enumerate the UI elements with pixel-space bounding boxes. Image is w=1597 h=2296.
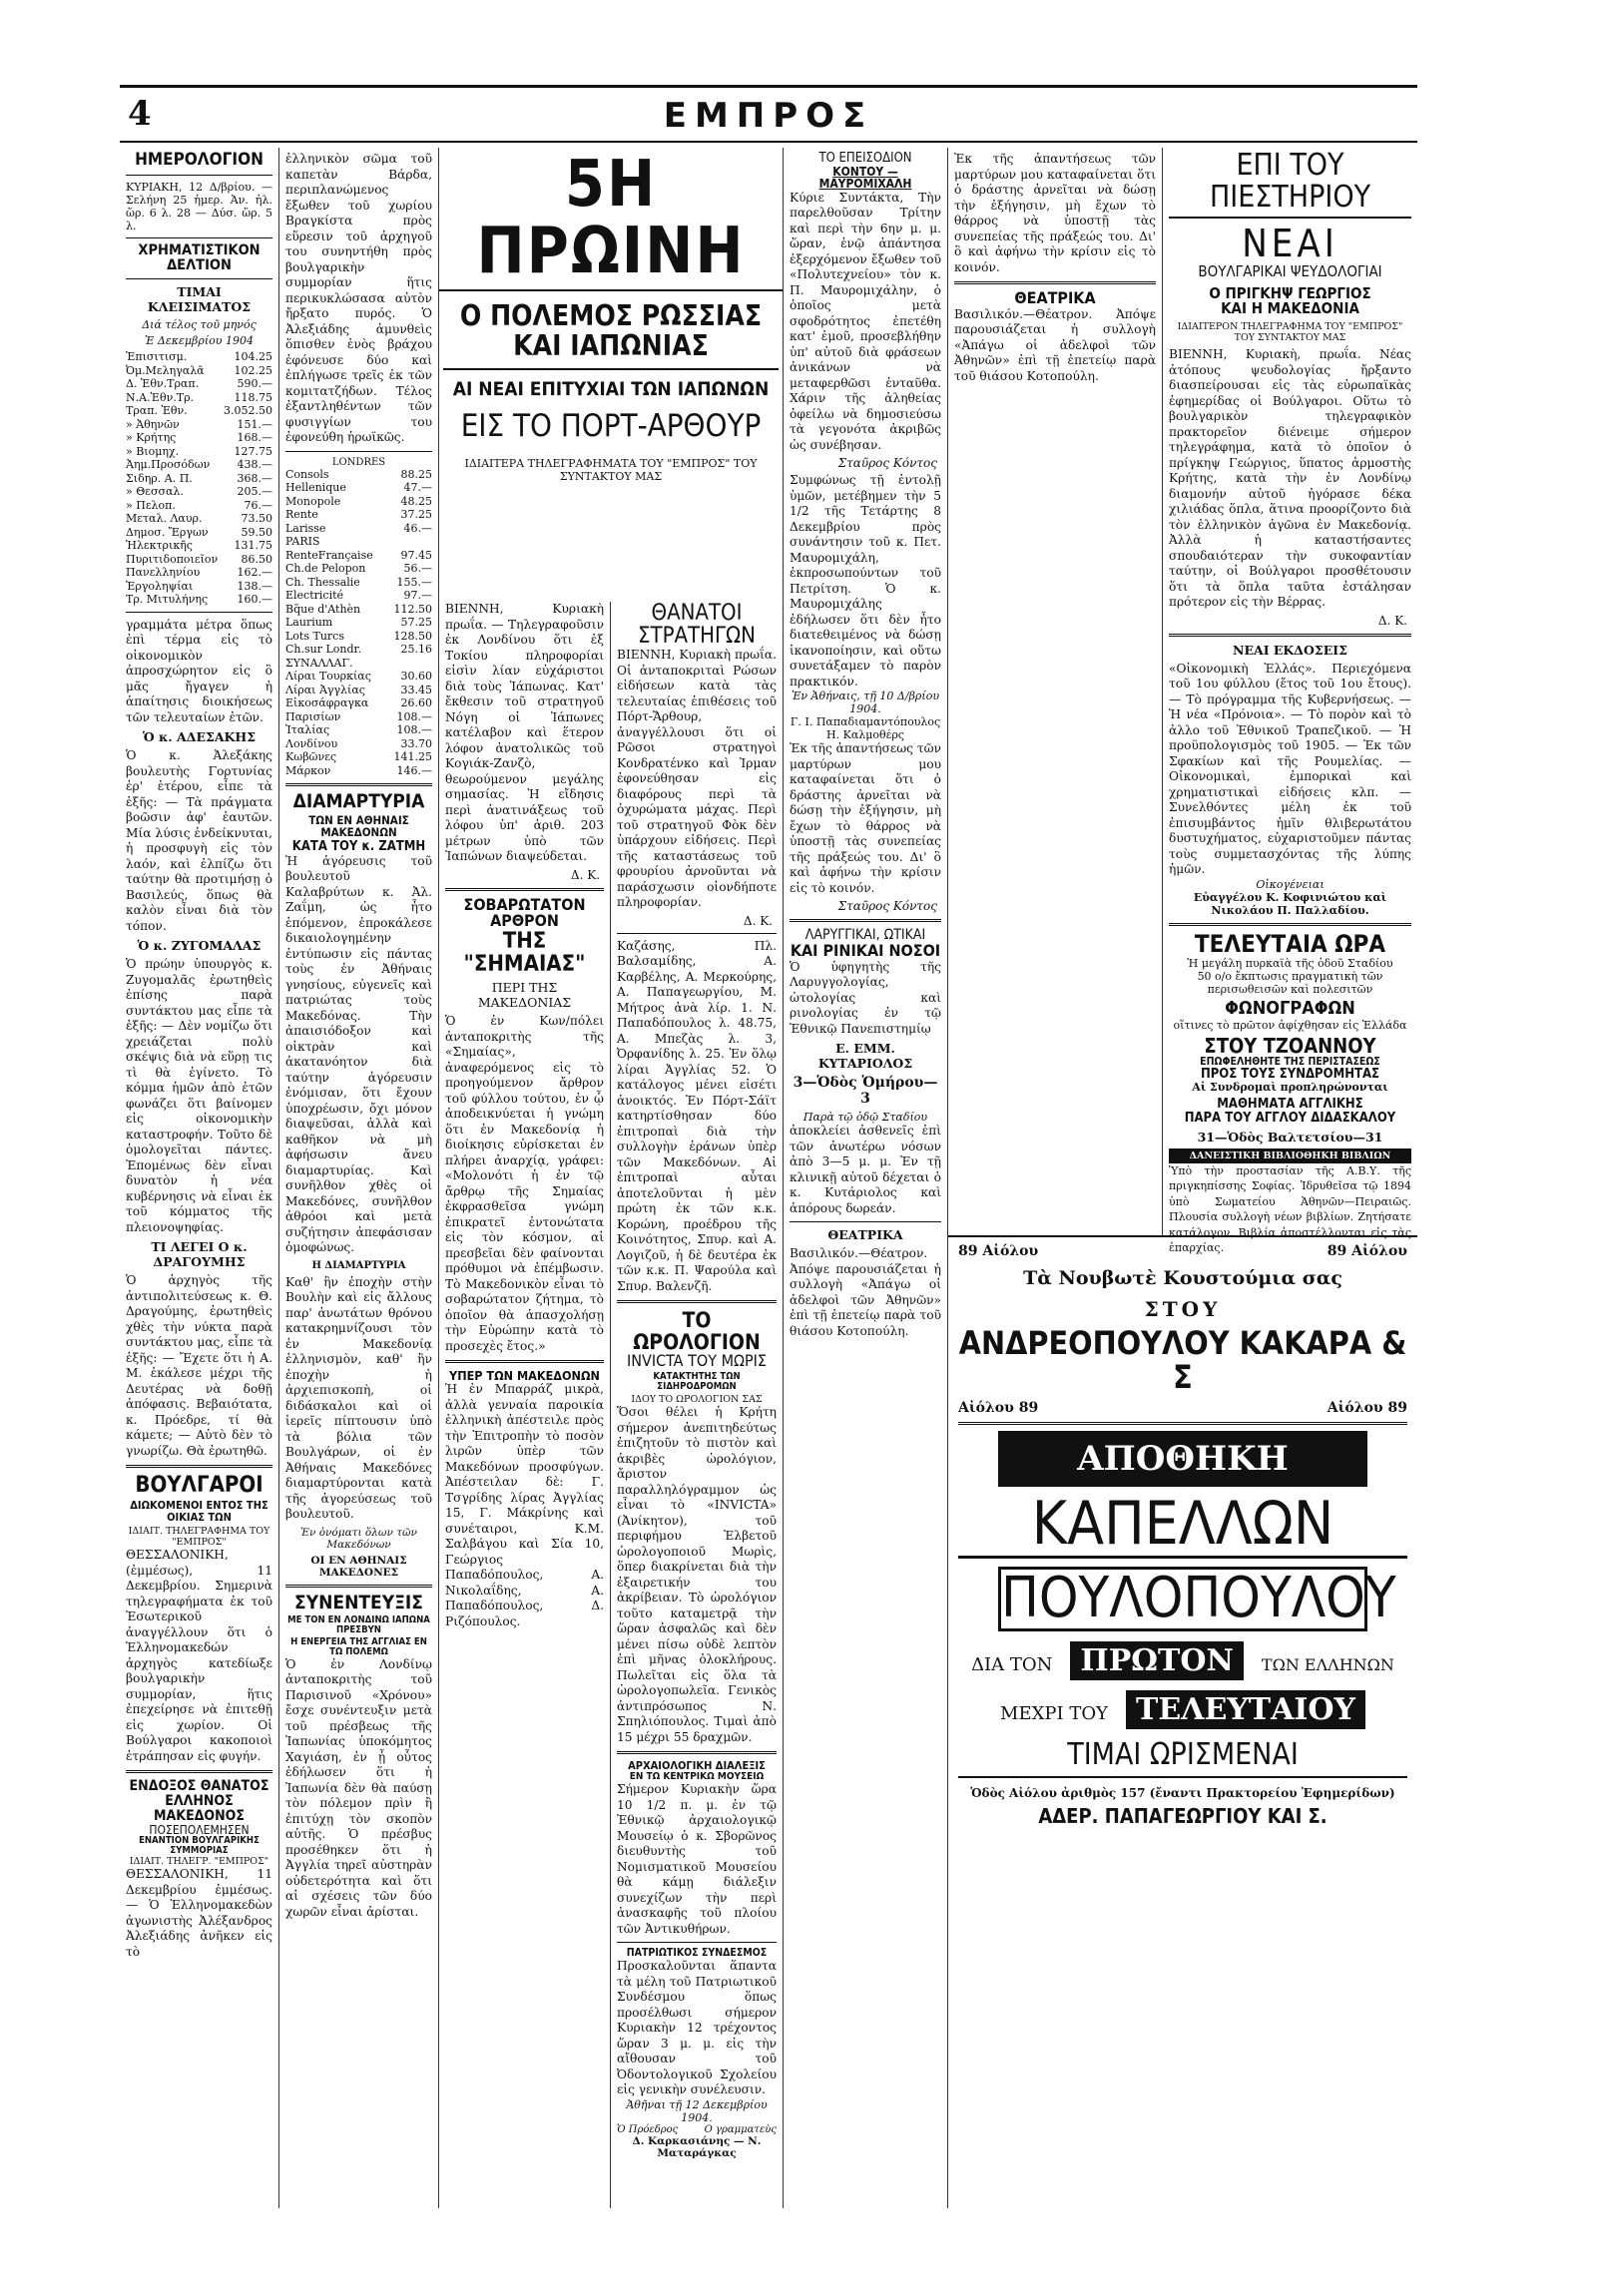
heading-makedones: ΟΙ ΕΝ ΑΘΗΝΑΙΣ ΜΑΚΕΔΟΝΕΣ xyxy=(310,1554,407,1579)
column-2 xyxy=(279,148,439,2208)
doctor-text: Ὁ ὑφηγητὴς τῆς Λαρυγγολογίας, ὠτολογίας καὶ ρινολογίας ἐν τῷ Ἐθνικῷ Πανεπιστημίῳ xyxy=(790,959,941,1036)
price-value: 76.— xyxy=(244,498,272,512)
price-value: 33.70 xyxy=(400,736,432,750)
adesakis-text: Ὁ κ. Ἀλεξάκης βουλευτὴς Γορτυνίας ἐρ' ἑτέρου, εἶπε τὰ ἑξῆς: — Τὰ πράγματα βοῶσιν ἀφ' ἑαυτῶν. Μία λύσις ἐνδείκνυται, ἡ προσφυγὴ εἰς τὸν λαόν, καὶ ἐλπίζω ὅτι ταύτην θὰ προτιμήσῃ ὁ Βασιλεύς, ὅπως θὰ καλὸν εἶναι διὰ τὸν τόπον. xyxy=(126,748,272,933)
price-row xyxy=(285,696,432,710)
heading-nea-src: ΙΔΙΑΙΤΕΡΟΝ ΤΗΛΕΓΡΑΦΗΜΑ ΤΟΥ "ΕΜΠΡΟΣ" ΤΟΥ ΣΥΝΤΑΚΤΟΥ ΜΑΣ xyxy=(1177,321,1403,344)
ad-aiolou-4: Αἰόλου 89 xyxy=(1327,1400,1407,1417)
price-label: Consols xyxy=(285,467,329,481)
heading-clock-2: INVICTA ΤΟΥ ΜΩΡΙΣ xyxy=(626,1351,768,1371)
intro-text: ἑλληνικὸν σῶμα τοῦ καπετὰν Βάρδα, περιπλανώμενος ἔξωθεν τοῦ χωρίου Βραγκίστα πρὸς εὕρεσιν τοῦ ἀρχηγοῦ του συνηντήθη πρὸς βουλγαρικὴν συμμορίαν ἥτις περικυκλώσασα αὐτὸν ἤρξατο πυρός. Ὁ Ἀλεξιάδης ἀμυνθεὶς ὅπισθεν ἑνὸς βράχου ἐφόνευσε δύο καὶ ἐπλήγωσε τρεῖς ἐκ τῶν κομιτατζήδων. Τέλος ἐξαντληθέντων τῶν φυσιγγίων του ἐφονεύθη ἡρωϊκῶς. xyxy=(285,152,432,444)
ad-suits: Τὰ Νουβωτὲ Κουστούμια σας xyxy=(1023,1267,1342,1289)
price-value: 33.45 xyxy=(400,683,432,696)
price-label: Ἡλεκτρικῆς xyxy=(126,539,193,553)
heading-nea-4: ΚΑΙ Η ΜΑΚΕΔΟΝΙΑ xyxy=(1221,299,1359,318)
ekdoseis-names: Εὐαγγέλου Κ. Κοφινιώτου καὶ Νικολάου Π. Παλλαδίου. xyxy=(1193,890,1387,917)
heading-tzoannou: ΣΤΟΥ ΤΖΟΑΝΝΟΥ xyxy=(1204,1033,1376,1058)
price-value: 108.— xyxy=(396,709,432,723)
price-value: 108.— xyxy=(396,723,432,736)
price-label: Ch. Thessalie xyxy=(285,575,360,589)
heading-tzoannou-3: ΠΡΟΣ ΤΟΥΣ ΣΥΝΔΡΟΜΗΤΑΣ xyxy=(1200,1066,1380,1082)
price-label: Πανελληνίου xyxy=(126,566,201,580)
price-row xyxy=(285,750,432,764)
heading-lecture: ΑΡΧΑΙΟΛΟΓΙΚΗ ΔΙΑΛΕΞΙΣ xyxy=(628,1759,766,1773)
price-table-left xyxy=(126,350,272,607)
price-label: Ἀημ.Προσόδων xyxy=(126,458,211,472)
price-row xyxy=(126,431,272,445)
price-label: Μεταλ. Λαυρ. xyxy=(126,512,203,526)
incident-signature: Σταῦρος Κόντος xyxy=(837,456,937,471)
heading-diamartyria: ΔΙΑΜΑΡΤΥΡΙΑ xyxy=(292,790,425,812)
ad-pouloulos: ΠΟΥΛΟΠΟΥΛΟΥ xyxy=(998,1567,1367,1631)
incident-signature-2: Σταῦρος Κόντος xyxy=(837,899,937,914)
heading-english-2: ΠΑΡΑ ΤΟΥ ΑΓΓΛΟΥ ΔΙΔΑΣΚΑΛΟΥ xyxy=(1184,1111,1396,1127)
heading-phono: ΦΩΝΟΓΡΑΦΩΝ xyxy=(1225,997,1355,1019)
price-row xyxy=(126,553,272,567)
heading-death-gen: ΘΑΝΑΤΟΙ xyxy=(651,601,743,626)
banner-heading: 5Η ΠΡΩΙΝΗ xyxy=(439,152,783,291)
semaia-text: Ὁ ἐν Κων/πόλει ἀνταποκριτὴς τῆς «Σημαίας», ἀναφερόμενος εἰς τὸ προηγούμενον ἄρθρον τοῦ φύλλου τούτου, ἐν ᾧ ἀποδεικνύεται ἡ γνώμη ὅτι ἐν Μακεδονίᾳ ἡ διοίκησις εὑρίσκεται ἐν πλήρει ἀναρχίᾳ, γράφει: «Μολονότι ἡ ἐν τῷ ἄρθρῳ τῆς Σημαίας ἐκφρασθεῖσα γνώμη ἐπικρατεῖ ἐντονώτατα εἰς τὸν κόσμον, αἱ πρεσβεῖαι δὲν φαίνονται πρόθυμοι νὰ ἐπέμβωσιν. Τὸ Μακεδονικὸν εἶναι τὸ σοβαρώτατον ζήτημα, τὸ ὁποῖον θὰ ἀπασχολήσῃ τὴν Εὐρώπην κατὰ τὸ προσεχὲς ἔτος.» xyxy=(445,1014,604,1353)
last-text: Ἡ μεγάλη πυρκαϊὰ τῆς ὁδοῦ Σταδίου xyxy=(1187,956,1393,970)
price-row xyxy=(126,526,272,540)
ad-aiolou-2: 89 Αἰόλου xyxy=(1327,1243,1407,1259)
heading-clock-3: ΚΑΤΑΚΤΗΤΗΣ ΤΩΝ ΣΙΔΗΡΟΔΡΟΜΩΝ xyxy=(653,1371,741,1393)
heading-synenteuxis-2: ΜΕ ΤΟΝ ΕΝ ΛΟΝΔΙΝΩ ΙΑΠΩΝΑ ΠΡΕΣΒΥΝ xyxy=(287,1613,430,1635)
heading-ekdoseis: ΝΕΑΙ ΕΚΔΟΣΕΙΣ xyxy=(1233,642,1347,658)
ad-depot-text-5: ΤΕΛΕΥΤΑΙΟΥ xyxy=(1126,1690,1365,1729)
column-3b xyxy=(611,602,784,2208)
heading-adesakis: Ὁ κ. ΑΔΕΣΑΚΗΣ xyxy=(142,729,257,745)
diamartyria-text: Ἡ ἀγόρευσις τοῦ βουλευτοῦ Καλαβρύτων κ. Ἀλ. Ζαΐμη, ὡς ἦτο ἑπόμενον, ἐπροκάλεσε δικαιολογημένην ἐντύπωσιν εἰς πάντας τοὺς ἐν Ἀθήναις γνησίους, εὐγενεῖς καὶ πατριώτας τοὺς Μακεδόνας. Τὴν ἀπαισιόδοξον καὶ οἰκτρὰν καὶ ἀκατανόητον διὰ ταύτην ἀγόρευσιν ἐνόμισαν, ὅτι ἔχουν ὑποχρέωσιν, ὄχι μόνον διαψεῦσαι, ἀλλὰ καὶ καθῆκον νὰ μὴ ἀφήσωσιν ἄνευ διαμαρτυρίας. Καὶ συνῆλθον χθὲς οἱ Μακεδόνες, συνῆλθον ἀθρόοι καὶ μετὰ συζήτησιν ἀπεφάσισαν ὁμοφώνως. xyxy=(285,853,432,1255)
death-gen-text: ΒΙΕΝΝΗ, Κυριακὴ πρωΐα. Οἱ ἀνταποκριταὶ Ρώσων εἰδήσεων κατὰ τὰς τελευταίας ἐπιθέσεις τοῦ Πόρτ-Ἄρθουρ, ἀναγγέλλουσι ὅτι οἱ Ρῶσοι στρατηγοὶ Κονδρατένκο καὶ Ἰρμαν ἐφονεύθησαν εἰς διαφόρους περὶ τὰ ὀχυρώματα μάχας. Περὶ τοῦ στρατηγοῦ Φὸκ δὲν ὑπάρχουν εἰδήσεις. Περὶ τῆς καταστάσεως τοῦ φρουρίου ἀρνοῦνται νὰ παράσχωσιν οἱονδήποτε πληροφορίαν. xyxy=(617,648,777,910)
price-row xyxy=(126,350,272,364)
price-value: 151.— xyxy=(237,417,272,431)
price-row xyxy=(126,499,272,513)
price-label: Δημοσ. Ἔργων xyxy=(126,525,209,539)
heading-death-4: ΕΝΑΝΤΙΟΝ ΒΟΥΛΓΑΡΙΚΗΣ ΣΥΜΜΟΡΙΑΣ xyxy=(139,1835,260,1857)
heading-hyper: ΥΠΕΡ ΤΩΝ ΜΑΚΕΔΟΝΩΝ xyxy=(449,1368,600,1384)
price-label: Λίραι Ἀγγλίας xyxy=(285,683,365,696)
column-4 xyxy=(784,148,948,2208)
war-text: ΒΙΕΝΝΗ, Κυριακὴ πρωΐα. — Τηλεγραφοῦσιν ἐκ Λονδίνου ὅτι ἐξ Τοκίου πληροφορίαι εἰσὶν λίαν εὐχάριστοι διὰ τοὺς Ἰάπωνας. Κατ' ἔκθεσιν τοῦ στρατηγοῦ Νόγη οἱ Ἰάπωνες κατέλαβον καὶ ἕτερον λόφον ἀνατολικῶς τοῦ Κογιάκ-Ζανζὸ, θεωρούμενον μεγάλης σημασίας. Ἡ εἴδησις περὶ ἀνατινάξεως τοῦ λόφου ὑπ' ἀριθ. 203 μέτρων ὑπὸ τῶν Ἰαπώνων διαψεύδεται. xyxy=(445,602,604,863)
price-value: 127.75 xyxy=(234,444,272,458)
price-value: 205.— xyxy=(237,485,272,499)
death-text: ΘΕΣΣΑΛΟΝΙΚΗ, 11 Δεκεμβρίου ἐμμέσως. — Ὁ Ἑλληνομακεδὼν ἀγωνιστὴς Ἀλέξανδρος Ἀλεξιάδης ἀνῆκεν εἰς τὸ xyxy=(126,1867,272,1959)
heading-death-3: ΠΟΣΕΠΟΛΕΜΗΣΕΝ xyxy=(149,1822,250,1837)
price-row xyxy=(126,566,272,580)
heading-synenteuxis: ΣΥΝΕΝΤΕΥΞΙΣ xyxy=(294,1591,423,1613)
price-label: Μάρκον xyxy=(285,763,331,777)
heading-death-gen-2: ΣΤΡΑΤΗΓΩΝ xyxy=(638,624,756,650)
price-label: » Ἀθηνῶν xyxy=(126,417,180,431)
prices-date: Ἐ Δεκεμβρίου 1904 xyxy=(145,334,254,348)
ekdoseis-text: «Οἰκονομικὴ Ἑλλάς». Περιεχόμενα τοῦ 1ου φύλλου (ἔτος τοῦ 1ου ἔτους). — Τὸ πρόγραμμα τῆς Κυβερνήσεως. — Ἡ νέα «Πρόνοια». — Τὸ πορὸν καὶ τὸ ἀλλο τοῦ Ἐθνικοῦ Τραπεζικοῦ. — Ἡ προϋπολογισμὸς τοῦ 1905. — Ἐκ τῶν Σφακίων καὶ τῆς Ρουμελίας. — Οἰκονομικαὶ, ἐμπορικαὶ καὶ χρηματιστικαὶ εἰδήσεις κλπ. — Συνελθόντες μέλη ἐκ τοῦ ἐπισυμβάντος ἡμῖν θλιβερωτάτου δυστυχήματος, εὐχαριστοῦμεν πάντας τοὺς συμμετασχόντας τῆς λύπης ἡμῶν. xyxy=(1169,661,1411,877)
heading-clock: ΤΟ ΩΡΟΛΟΓΙΟΝ xyxy=(633,1308,761,1355)
price-row xyxy=(126,539,272,553)
heading-patriot: ΠΑΤΡΙΩΤΙΚΟΣ ΣΥΝΔΕΣΜΟΣ xyxy=(626,1947,768,1960)
price-row xyxy=(126,593,272,607)
patriot-names: Δ. Καρκασιάνης — Ν. Ματαράγκας xyxy=(632,2134,762,2159)
incident-signer-1: Γ. Ι. Παπαδιαμαντόπουλος xyxy=(790,715,941,729)
death-gen-signature: Δ. Κ. xyxy=(743,913,773,928)
price-value: 155.— xyxy=(396,575,432,589)
price-label: ΣΥΝΑΛΛΑΓ. xyxy=(285,656,353,670)
heading-semaia: ΣΟΒΑΡΩΤΑΤΟΝ ΑΡΘΡΟΝ xyxy=(463,894,586,931)
ekdoseis-family: Οἰκογένειαι xyxy=(1256,877,1325,891)
heading-boulgaroi-sub: ΔΙΩΚΟΜΕΝΟΙ ΕΝΤΟΣ ΤΗΣ ΟΙΚΙΑΣ ΤΩΝ xyxy=(130,1499,268,1524)
heading-last: ΤΕΛΕΥΤΑΙΑ ΩΡΑ xyxy=(1194,929,1386,958)
price-row xyxy=(285,710,432,724)
price-row xyxy=(285,630,432,644)
price-value: 30.60 xyxy=(400,670,432,683)
ad-depot-text-3: ΤΩΝ ΕΛΛΗΝΩΝ xyxy=(1261,1654,1394,1674)
heading-pesterior: ΕΠΙ ΤΟΥ ΠΙΕΣΤΗΡΙΟΥ xyxy=(1169,150,1411,219)
price-value: 160.— xyxy=(237,593,272,607)
price-row xyxy=(285,616,432,630)
heading-diamartyria-3: ΚΑΤΑ ΤΟΥ κ. ΖΑΤΜΗ xyxy=(291,839,426,855)
price-label: Τρ. Μιτυλήνης xyxy=(126,593,209,607)
price-value: 97.45 xyxy=(400,548,432,562)
price-row xyxy=(285,657,432,671)
price-value: 46.— xyxy=(403,521,432,535)
ad-depot-text-2: ΠΡΩΤΟΝ xyxy=(1070,1641,1243,1680)
price-row xyxy=(126,404,272,418)
price-value: 57.25 xyxy=(400,616,432,629)
newspaper-title: ΕΜΠΡΟΣ xyxy=(663,96,874,136)
price-label: » Βιομηχ. xyxy=(126,444,180,458)
heading-incident-2: ΚΟΝΤΟΥ — ΜΑΥΡΟΜΙΧΑΛΗ xyxy=(818,164,912,192)
calendar-title: ΗΜΕΡΟΛΟΓΙΟΝ xyxy=(135,150,264,170)
price-value: 73.50 xyxy=(241,512,272,526)
incident-text-3: Ἐκ τῆς ἀπαντήσεως τῶν μαρτύρων μου καταφαίνεται ὅτι ὁ δράστης ἀρνεῖται νὰ δώσῃ τὴν ἐξήγησιν, μὴ ἔχων τὸ θάρρος νὰ ὑποστῇ τὰς συνεπείας τῆς πράξεώς του. Δι' ὃ καὶ ἀφήνω τὴν κρίσιν εἰς τὸ κοινόν. xyxy=(790,741,941,895)
patriot-date: Ἀθῆναι τῇ 12 Δεκεμβρίου 1904. xyxy=(626,2097,768,2124)
price-label: Εἰκοσάφραγκα xyxy=(285,696,369,709)
heading-semaia-2: ΤΗΣ "ΣΗΜΑΙΑΣ" xyxy=(463,929,586,978)
price-label: Monopole xyxy=(285,494,341,508)
incident-text: Κύριε Συντάκτα, Τὴν παρελθοῦσαν Τρίτην καὶ περὶ τὴν 6ην μ. μ. ὥραν, ἐνῷ ἀπάντησα ἐξερχόμενον ἔξωθεν τοῦ «Πολυτεχνείου» τὸν κ. Π. Μαυρομιχάλην, ὁ ὁποῖος μετὰ σφοδρότητος ἐπετέθη κατ' ἐμοῦ, προσεβλήθην ὑπ' αὐτοῦ διὰ φράσεων ἀνικάνων νὰ μεταφερθῶσι ἐνταῦθα. Χάριν τῆς ἀληθείας ὀφείλω νὰ δημοσιεύσω τὰ γεγονότα ἀκριβῶς ὡς συνέβησαν. xyxy=(790,190,941,452)
price-row xyxy=(285,737,432,751)
heading-english: ΜΑΘΗΜΑΤΑ ΑΓΓΛΙΚΗΣ xyxy=(1217,1097,1363,1113)
price-label: Λίραι Τουρκίας xyxy=(285,670,371,683)
price-value: 88.25 xyxy=(400,467,432,481)
war-signature: Δ. Κ. xyxy=(570,867,600,882)
price-row xyxy=(126,485,272,499)
column-3-top xyxy=(439,148,784,602)
continuation-col: Ἐκ τῆς ἀπαντήσεως τῶν μαρτύρων μου καταφαίνεται ὅτι ὁ δράστης ἀρνεῖται νὰ δώσῃ τὴν ἐξήγησιν, μὴ ἔχων τὸ θάρρος νὰ ὑποστῇ τὰς συνεπείας τῆς πράξεώς του. Δι' ὃ καὶ ἀφήνω τὴν κρίσιν εἰς τὸ κοινόν. xyxy=(954,152,1156,274)
price-value: 590.— xyxy=(237,377,272,391)
price-value: 26.60 xyxy=(400,696,432,709)
price-row xyxy=(285,535,432,549)
price-label: Ἰταλίας xyxy=(285,723,330,736)
price-label: Electricité xyxy=(285,589,344,602)
heading-nea: ΝΕΑΙ xyxy=(1242,222,1338,265)
incident-text-2: Συμφώνως τῇ ἐντολῇ ὑμῶν, μετέβημεν τὴν 5 1/2 τῆς Τετάρτης 8 Δεκεμβρίου πρὸς συνάντησιν τοῦ κ. Πετ. Μαυρομιχάλη, ἐκπροσωπούντων τοῦ Πετρίτση. Ὁ κ. Μαυρομιχάλης ἐδήλωσεν ὅτι δὲν ἦτο διατεθειμένος νὰ δώσῃ ἱκανοποίησιν, καὶ οὕτω συνετάξαμεν τὸ παρὸν πρακτικόν. xyxy=(790,473,941,689)
price-value: 138.— xyxy=(237,579,272,593)
tzoannou-text: Αἱ Συνδρομαὶ προπληρώνονται xyxy=(1192,1081,1388,1095)
price-label: » Πελοπ. xyxy=(126,498,176,512)
hyper-text: Ἡ ἐν Μπαρράζ μικρὰ, ἀλλὰ γενναία παροικία ἑλληνικὴ ἀπέστειλε πρὸς τὴν Ἐπιτροπὴν τὸ ποσὸν λιρῶν ὑπὲρ τῶν Μακεδόνων προσφύγων. Ἀπέστειλαν δὲ: Γ. Τσγρίδης λίρας Ἀγγλίας 15, Γ. Μάκρίνης καὶ συνέταιροι, Κ.Μ. Σαλβάγου καὶ Σία 10, Γεώργιος Παπαδόπουλος, Α. Νικολαΐδης, Α. Παπαδόπουλος, Δ. Ριζόπουλος. xyxy=(445,1382,604,1628)
price-table-right xyxy=(285,468,432,778)
protest-signature: Ἐν ὀνόματι ὅλων τῶν Μακεδόνων xyxy=(300,1526,417,1551)
ad-aiolou-3: Αἰόλου 89 xyxy=(958,1400,1039,1417)
library-text: Ὑπὸ τὴν προστασίαν τῆς Α.Β.Υ. τῆς πριγκηπίσσης Σοφίας. Ἱδρυθεῖσα τῷ 1894 ὑπὸ Σωματείου Ἀθηνῶν—Πειραιῶς. Πλουσία συλλογὴ νέων βιβλίων. Ζητήσατε κατάλογον. Βιβλία ἀποστέλλονται εἰς τὰς ἐπαρχίας. xyxy=(1169,1163,1411,1255)
price-label: Ὀμ.Μεληγαλᾶ xyxy=(126,363,205,377)
heading-nea-3: Ο ΠΡΙΓΚΗΨ ΓΕΩΡΓΙΟΣ xyxy=(1209,283,1371,302)
price-value: 3.052.50 xyxy=(224,404,272,418)
price-value: 104.25 xyxy=(234,350,272,364)
patriot-sig-2: Ο γραμματεὺς xyxy=(704,2123,777,2135)
lecture-text: Σήμερον Κυριακὴν ὥρα 10 1/2 π. μ. ἐν τῷ Ἐθνικῷ ἀρχαιολογικῷ Μουσείῳ ὁ κ. Σβορῶνος διευθυντὴς τοῦ Νομισματικοῦ Μουσείου θὰ κάμῃ διάλεξιν συνεχίζων τὴν περὶ ἀνασκαφῆς τοῦ πλοίου τῶν Ἀντικυθήρων. xyxy=(617,1782,777,1936)
heading-zygomalas: Ὁ κ. ΖΥΓΟΜΑΛΑΣ xyxy=(137,938,262,954)
price-label: Σιδηρ. Α. Π. xyxy=(126,471,193,485)
incident-signer-2: Η. Καλμοθέρς xyxy=(826,728,904,742)
price-value: 368.— xyxy=(237,471,272,485)
heading-war: Ο ΠΟΛΕΜΟΣ ΡΩΣΣΙΑΣ ΚΑΙ ΙΑΠΩΝΙΑΣ xyxy=(443,301,779,370)
price-row xyxy=(285,576,432,590)
ad-aiolou-1: 89 Αἰόλου xyxy=(958,1243,1039,1259)
heading-theater-repeat: ΘΕΑΤΡΙΚΑ xyxy=(1014,288,1096,307)
price-label: Πυριτιδοποιεῖον xyxy=(126,552,219,566)
price-label: Ch.de Pelopon xyxy=(285,562,366,575)
price-value: 438.— xyxy=(237,458,272,472)
prices-title: ΤΙΜΑΙ ΚΛΕΙΣΙΜΑΤΟΣ xyxy=(147,284,252,315)
price-row xyxy=(285,603,432,617)
page-number: 4 xyxy=(128,94,152,134)
ad-depot-text-4: ΜΕΧΡΙ ΤΟΥ xyxy=(1000,1702,1109,1724)
price-row xyxy=(285,468,432,482)
article-text: γραμμάτα μέτρα ὅπως ἐπὶ τέρμα εἰς τὸ οἰκονομικὸν ἀπροσχώρητον εἰς ὃ μᾶς ἤγαγεν ἡ ἀπαίτησις διοικήσεως τῶν τελευταίων ἐτῶν. xyxy=(126,617,272,724)
english-address: 31—Ὁδὸς Βαλτετσίου—31 xyxy=(1197,1129,1383,1145)
nea-signature: Δ. Κ. xyxy=(1377,613,1407,628)
price-row xyxy=(285,522,432,536)
price-row xyxy=(126,512,272,526)
price-label: Laurium xyxy=(285,616,333,629)
price-row xyxy=(126,445,272,459)
price-value: 86.50 xyxy=(241,552,272,566)
heading-tzoannou-2: ΕΠΩΦΕΛΗΘΗΤΕ ΤΗΣ ΠΕΡΙΣΤΑΣΕΩΣ xyxy=(1200,1055,1380,1068)
newspaper-page xyxy=(120,85,1417,2210)
doctor-name: Ε. ΕΜΜ. ΚΥΤΑΡΙΟΛΟΣ xyxy=(817,1041,913,1072)
price-value: 118.75 xyxy=(234,390,272,404)
heading-boulgaroi-src: ΙΔΙΑΙΤ. ΤΗΛΕΓΡΑΦΗΜΑ ΤΟΥ "ΕΜΠΡΟΣ" xyxy=(128,1526,270,1549)
heading-protest-small: Η ΔΙΑΜΑΡΤΥΡΙΑ xyxy=(311,1259,406,1271)
price-label: Ἐπισιτισμ. xyxy=(126,350,188,364)
columns xyxy=(120,148,1417,2208)
price-row xyxy=(126,391,272,405)
calendar-text: ΚΥΡΙΑΚΗ, 12 Δ/βρίου. — Σελήνη 25 ἡμερ. Ἀν. ἡλ. ὥρ. 6 λ. 28 — Δύσ. ὥρ. 5 λ. xyxy=(126,180,272,232)
price-label: RenteFrançaise xyxy=(285,548,373,562)
dragoumis-text: Ὁ ἀρχηγὸς τῆς ἀντιπολιτεύσεως κ. Θ. Δραγούμης, ἐρωτηθεὶς χθὲς τὴν νύκτα παρὰ συντάκτου μας, εἶπε τὰ ἑξῆς: — Ἔχετε ὅτι ἡ Α. Μ. ἐκάλεσε μέχρι τῆς Δευτέρας νὰ δοθῇ ἀπόφασις. Βεβαιότατα, κ. Πρόεδρε, τί θὰ κάμετε; — Αὐτὸ δὲν τὸ γνωρίζω. Θὰ ἐρωτηθῶ. xyxy=(126,1273,272,1458)
price-row xyxy=(285,589,432,603)
ad-depot-owner: ΑΔΕΡ. ΠΑΠΑΓΕΩΡΓΙΟΥ ΚΑΙ Σ. xyxy=(1038,1804,1328,1829)
prices-subtitle: Διά τέλος τοῦ μηνός xyxy=(142,318,257,332)
price-row xyxy=(126,458,272,472)
price-value: 112.50 xyxy=(393,602,432,616)
price-label: Ν.Α.Ἐθν.Τρ. xyxy=(126,390,195,404)
heading-lecture-2: ΕΝ ΤΩ ΚΕΝΤΡΙΚΩ ΜΟΥΣΕΙΩ xyxy=(629,1770,765,1782)
protest-text: Καθ' ἣν ἐποχὴν στὴν Βουλὴν καὶ εἰς ἄλλους παρ' ἀνωτάτων θρόνου κατακρημνίζουσι τὸν ἐν Μακεδονίᾳ ἑλληνισμὸν, καθ' ἣν ἐποχὴν ἡ ἀρχιεπισκοπὴ, οἱ διδάσκαλοι καὶ οἱ ἱερεῖς πίπτουσιν ὑπὸ τὰ βόλια τῶν Βουλγάρων, οἱ ἐν Ἀθήναις Μακεδόνες διαμαρτύρονται κατὰ τῆς ἀγορεύσεως τοῦ βουλευτοῦ. xyxy=(285,1274,432,1522)
price-value: 37.25 xyxy=(400,508,432,521)
price-value: 47.— xyxy=(403,481,432,494)
ad-depot-text-6: ΤΙΜΑΙ ΩΡΙΣΜΕΝΑΙ xyxy=(958,1739,1407,1779)
column-5 xyxy=(948,148,1417,2208)
price-label: Hellenique xyxy=(285,481,346,494)
price-row xyxy=(285,723,432,737)
price-row xyxy=(285,481,432,495)
price-label: Rente xyxy=(285,508,318,521)
ad-depot: ΑΠΟΘΗΚΗ xyxy=(998,1431,1367,1487)
incident-date: Ἐν Ἀθήναις, τῇ 10 Δ/βρίου 1904. xyxy=(791,689,940,716)
heading-semaia-3: ΠΕΡΙ ΤΗΣ ΜΑΚΕΔΟΝΙΑΣ xyxy=(477,980,572,1011)
heading-doctor: ΛΑΡΥΓΓΙΚΑΙ, ΩΤΙΚΑΙ xyxy=(804,927,926,944)
price-row xyxy=(285,764,432,778)
price-value: 56.— xyxy=(403,562,432,575)
heading-clock-4: ΙΔΟΥ ΤΟ ΩΡΟΛΟΓΙΟΝ ΣΑΣ xyxy=(631,1394,763,1406)
price-row xyxy=(126,364,272,378)
price-label: Ch.sur Londr. xyxy=(285,643,362,656)
exchange-title: ΧΡΗΜΑΤΙΣΤΙΚΟΝ ΔΕΛΤΙΟΝ xyxy=(138,241,261,274)
ad-stou: ΣΤΟΥ xyxy=(1144,1297,1222,1321)
heading-war-2: ΑΙ ΝΕΑΙ ΕΠΙΤΥΧΙΑΙ ΤΩΝ ΙΑΠΩΝΩΝ xyxy=(452,378,770,401)
heading-incident: ΤΟ ΕΠΕΙΣΟΔΙΟΝ xyxy=(818,151,912,166)
price-label: Larisse xyxy=(285,521,326,535)
ad-depot-text-1: ΔΙΑ ΤΟΝ xyxy=(971,1653,1053,1675)
last-text-2: 50 ο/ο ἔκπτωσις πραγματικὴ τῶν περισωθεισῶν καὶ πολεσιτῶν xyxy=(1197,969,1383,996)
price-row xyxy=(126,377,272,391)
heading-death-src: ΙΔΙΑΙΤ. ΤΗΛΕΓΡ. "ΕΜΠΡΟΣ" xyxy=(129,1856,269,1868)
price-row xyxy=(126,472,272,486)
clock-text: Ὅσοι θέλει ἡ Κρήτη σήμερον ἀνεπιτηδεύτως ἐπιζητοῦν τὸ πιστὸν καὶ ἀκριβὲς ὡρολόγιον, ἄριστον παραλληλόγραμμον ὡς εἶναι τὸ «INVICTA» (Ἀνίκητον), τοῦ περιφήμου Ἑλβετοῦ ὡρολογοποιοῦ Μωρὶς, ὅπερ διακρίνεται διὰ τὴν ἐξαιρετικήν του ἀκρίβειαν. Τὸ ὡρολόγιον τοῦτο καταμετρᾷ τὴν ὥραν ἀσφαλῶς καὶ δὲν μένει πίσω οὐδὲ λεπτὸν ἐπὶ μῆνας ὁλοκλήρους. Πωλεῖται εἰς ὅλα τὰ ὡρολογοπωλεῖα. Γενικὸς ἀντιπρόσωπος Ν. Σπηλιόπουλος. Τιμαὶ ἀπὸ 15 μέχρι 55 δραχμῶν. xyxy=(617,1405,777,1744)
price-label: Τραπ. Ἐθν. xyxy=(126,404,188,418)
doctor-text-2: ἀποκλείει ἀσθενεῖς ἐπὶ τῶν ἀνωτέρω νόσων ἀπὸ 3—5 μ. μ. Ἐν τῇ κλινικῇ αὐτοῦ δέχεται ὁ κ. Κυτάριολος καὶ ἀπόρους δωρεάν. xyxy=(790,1124,941,1215)
zygomalas-text: Ὁ πρώην ὑπουργὸς κ. Ζυγομαλᾶς ἐρωτηθεὶς ἐπίσης παρὰ συντάκτου μας εἶπε τὰ ἑξῆς: — Δὲν νομίζω ὅτι χρειάζεται πολὺ σκέψις διὰ νὰ εὕρῃ τις τὶ θὰ ἐγίνετο. Τὸ κόμμα ἡμῶν ἀπὸ ἐτῶν φωνάζει ὅτι βαίνομεν εἰς οἰκονομικὴν καταστροφήν. Τοῦτο δὲ ὁμολογεῖται πάντες. Ἐπομένως δὲν εἶναι δυνατὸν ἡ νέα κυβέρνησις νὰ εἶναι ἐκ τοῦ κόμματος τῆς πλειονοψηφίας. xyxy=(126,957,272,1234)
price-label: Λονδίνου xyxy=(285,736,338,750)
price-label: PARIS xyxy=(285,535,320,548)
phono-text: οἵτινες τὸ πρῶτον ἀφίχθησαν εἰς Ἑλλάδα xyxy=(1173,1018,1407,1032)
heading-doctor-2: ΚΑΙ ΡΙΝΙΚΑΙ ΝΟΣΟΙ xyxy=(790,941,941,961)
heading-theater: ΘΕΑΤΡΙΚΑ xyxy=(827,1227,903,1243)
ad-depot-address: Ὁδὸς Αἰόλου ἀριθμὸς 157 (ἔναντι Πρακτορείου Ἐφημερίδων) xyxy=(970,1786,1395,1801)
price-row xyxy=(285,684,432,697)
heading-boulgaroi: ΒΟΥΛΓΑΡΟΙ xyxy=(135,1473,264,1499)
heading-nea-2: ΒΟΥΛΓΑΡΙΚΑΙ ΨΕΥΔΟΛΟΓΙΑΙ xyxy=(1198,261,1382,280)
price-row xyxy=(285,670,432,684)
prices-header-right: LONDRES xyxy=(331,456,386,468)
column-3a xyxy=(439,602,611,2208)
price-label: Ἐργοληψίαι xyxy=(126,579,194,593)
price-row xyxy=(285,549,432,563)
heading-diamartyria-2: ΤΩΝ ΕΝ ΑΘΗΝΑΙΣ ΜΑΚΕΔΟΝΩΝ xyxy=(308,812,409,839)
price-value: 141.25 xyxy=(393,750,432,763)
heading-synenteuxis-3: Η ΕΝΕΡΓΕΙΑ ΤΗΣ ΑΓΓΛΙΑΣ ΕΝ ΤΩ ΠΟΛΕΜΩ xyxy=(290,1635,427,1657)
ad-hats: ΚΑΠΕΛΛΩΝ xyxy=(958,1493,1407,1559)
patriot-text: Προσκαλοῦνται ἅπαντα τὰ μέλη τοῦ Πατριωτικοῦ Συνδέσμου ὅπως προσέλθωσι σήμερον Κυριακὴν 12 τρέχοντος ὥραν 3 μ. μ. εἰς τὴν αἴθουσαν τοῦ Ὀδοντολογικοῦ Σχολείου εἰς γενικὴν συνέλευσιν. xyxy=(617,1959,777,2097)
synenteuxis-text: Ὁ ἐν Λονδίνῳ ἀνταποκριτὴς τοῦ Παρισινοῦ «Χρόνου» ἔσχε συνέντευξιν μετὰ τοῦ πρέσβεως τῆς Ἰαπωνίας ὑποκόμητος Χαγιάση, ἐν ᾗ οὗτος ἐδήλωσεν ὅτι ἡ Ἰαπωνία δὲν θὰ παύσῃ τὸν πόλεμον πρὶν ἢ ἐπιτύχῃ τὸν σκοπὸν αὐτῆς. Ὁ πρέσβυς προσέθηκεν ὅτι ἡ Ἀγγλία τηρεῖ αὐστηρὰν οὐδετερότητα καὶ ὅτι αἱ σχέσεις τῶν δύο χωρῶν εἶναι ἀρίσται. xyxy=(285,1656,432,1919)
price-label: Bq̃ue d'Athèn xyxy=(285,602,361,616)
price-value: 102.25 xyxy=(234,363,272,377)
price-value: 128.50 xyxy=(393,629,432,643)
price-value: 168.— xyxy=(237,431,272,445)
price-row xyxy=(285,562,432,576)
masthead xyxy=(120,88,1417,143)
price-row xyxy=(126,418,272,432)
price-label: » Κρήτης xyxy=(126,431,177,445)
price-label: Κωβῶνες xyxy=(285,750,337,763)
theater-text: Βασιλικόν.—Θέατρον. Ἀπόψε παρουσιάζεται ἡ συλλογὴ «Ἀπάγω οἱ ἀδελφοὶ τῶν Ἀθηνῶν» ἐπὶ τῇ ἐπετείῳ παρὰ τοῦ θιάσου Κοτοπούλη. xyxy=(790,1246,941,1338)
boulgaroi-text: ΘΕΣΣΑΛΟΝΙΚΗ, (ἐμμέσως), 11 Δεκεμβρίου. Σημερινὰ τηλεγραφήματα ἐκ τοῦ Ἐσωτερικοῦ ἀναγγέλλουν ὅτι ὁ Ἑλληνομακεδών ἀρχηγὸς κατεδίωξε βουλγαρικὴν συμμορίαν, ἥτις ἐπεχείρησε νὰ ἐπιτεθῇ εἰς χωρίον. Οἱ Βούλγαροι κακοποιοὶ ἐτράπησαν εἰς φυγήν. xyxy=(126,1548,272,1763)
nea-text: ΒΙΕΝΝΗ, Κυριακὴ, πρωΐα. Νέας ἀτόπους ψευδολογίας ἤρξαντο διασπείρουσαι εἰς τὰς εὐρωπαϊκὰς ἐφημερίδας οἱ Βούλγαροι. Οὕτω τὸ βουλγαρικὸν τηλεγραφικὸν πρακτορεῖον διένειμε σήμερον τηλεγράφημα, κατὰ τὸ ὁποῖον ὁ πρίγκηψ Γεώργιος, ὕπατος ἁρμοστὴς Κρήτης, κατὰ τὴν ἐν Λονδίνῳ διαμονήν αὐτοῦ ἠγόρασε δέκα χιλιάδας ὅπλα, ἅτινα προορίζοντο διὰ τὸν ἑλληνικὸν ἀγῶνα ἐν Μακεδονίᾳ. Ἀλλὰ ἡ καταστήσαντες σπουδαιότεραν τὴν συκοφαντίαν ταύτην, οἱ Βούλγαροι προσθέτουσιν ὅτι τὰ ὅπλα ταῦτα ἐστάλησαν πρότερον εἰς τὴν Βέρρας. xyxy=(1169,347,1411,610)
price-value: 48.25 xyxy=(400,494,432,508)
price-row xyxy=(285,495,432,509)
price-label: Lots Turcs xyxy=(285,629,344,643)
list-continuation: Καζάσης, Πλ. Βαλσαμίδης, Α. Καρβέλης, Α. Μερκούρης, Α. Παπαγεωργίου, Μ. Μήτρος ἀνὰ λίρ. 1. Ν. Παπαδόπουλος λ. 48.75, Α. Μπεζὰς λ. 3, Ὀρφανίδης λ. 25. Ἐν ὅλῳ λίραι Ἀγγλίας 52. Ὁ κατάλογος μένει εἰσέτι ἀνοικτός. Ἐν Πόρτ-Σάϊτ κατηρτίσθησαν δύο ἐπιτροπαὶ διὰ τὴν συλλογὴν ἐράνων ὑπὲρ τῶν Μακεδόνων. Αἱ ἐπιτροπαὶ αὗται ἀποτελοῦνται ἡ μὲν πρώτη ἐκ τῶν κ.κ. Κορώνη, προέδρου τῆς Κοινότητος, Σπυρ. καὶ Α. Λογιζοῦ, ἡ δὲ δευτέρα ἐκ τῶν κ.κ. Π. Ψαρούλα καὶ Σπυρ. Βαλενζῆ. xyxy=(617,938,777,1293)
price-value: 146.— xyxy=(396,763,432,777)
price-value: 162.— xyxy=(237,566,272,580)
price-label: Δ. Ἐθν.Τραπ. xyxy=(126,377,200,391)
doctor-near: Παρὰ τῷ ὁδῷ Σταδίου xyxy=(802,1111,928,1125)
price-label: Παρισίων xyxy=(285,709,341,723)
heading-library: ΔΑΝΕΙΣΤΙΚΗ ΒΙΒΛΙΟΘΗΚΗ ΒΙΒΛΙΩΝ xyxy=(1169,1148,1411,1163)
price-label: » Θεσσαλ. xyxy=(126,485,184,499)
heading-dragoumis: ΤΙ ΛΕΓΕΙ Ο κ. ΔΡΑΓΟΥΜΗΣ xyxy=(151,1239,248,1270)
patriot-sig-1: Ὁ Πρόεδρος xyxy=(617,2123,679,2135)
price-row xyxy=(285,643,432,657)
heading-war-src: ΙΔΙΑΙΤΕΡΑ ΤΗΛΕΓΡΑΦΗΜΑΤΑ ΤΟΥ "ΕΜΠΡΟΣ" ΤΟΥ ΣΥΝΤΑΚΤΟΥ ΜΑΣ xyxy=(464,456,758,483)
heading-death: ΕΝΔΟΞΟΣ ΘΑΝΑΤΟΣ xyxy=(129,1778,269,1795)
heading-death-2: ΕΛΛΗΝΟΣ ΜΑΚΕΔΟΝΟΣ xyxy=(154,1793,245,1824)
ad-kakara: ΑΝΔΡΕΟΠΟΥΛΟΥ ΚΑΚΑΡΑ & Σ xyxy=(958,1324,1407,1396)
price-value: 131.75 xyxy=(234,539,272,553)
heading-war-3: ΕΙΣ ΤΟ ΠΟΡΤ-ΑΡΘΟΥΡ xyxy=(460,408,762,445)
theater-text-repeat: Βασιλικόν.—Θέατρον. Ἀπόψε παρουσιάζεται ἡ συλλογὴ «Ἀπάγω οἱ ἀδελφοὶ τῶν Ἀθηνῶν» ἐπὶ τῇ ἐπετείῳ παρὰ τοῦ θιάσου Κοτοπούλη. xyxy=(954,306,1156,383)
price-value: 25.16 xyxy=(400,643,432,656)
column-1 xyxy=(120,148,279,2208)
doctor-address: 3—Ὁδὸς Ὁμήρου—3 xyxy=(793,1075,938,1108)
price-row xyxy=(285,508,432,522)
price-value: 59.50 xyxy=(241,525,272,539)
price-row xyxy=(126,580,272,594)
price-value: 97.— xyxy=(403,589,432,602)
